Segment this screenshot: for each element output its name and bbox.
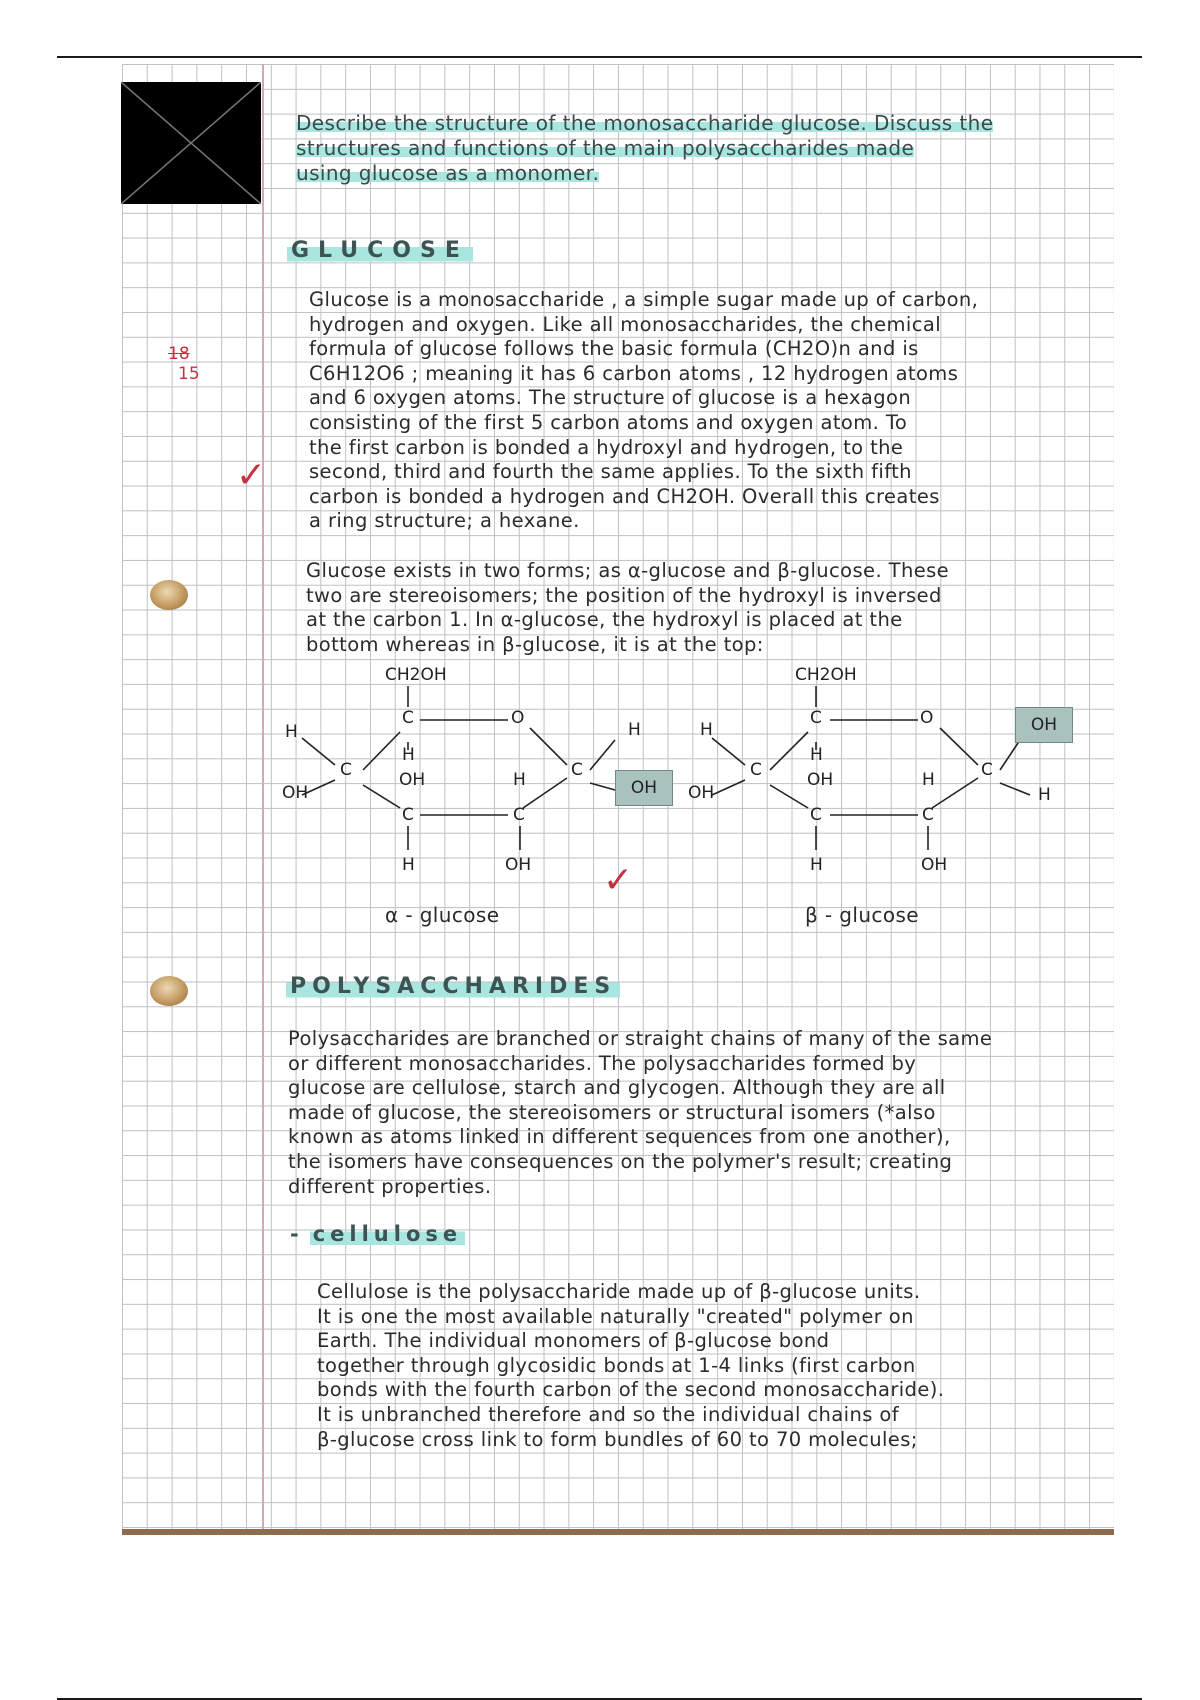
beta-h5: H: [810, 745, 823, 765]
beta-ch2oh: CH2OH: [795, 665, 857, 685]
text-line: bottom whereas in β-glucose, it is at the top:: [306, 632, 764, 656]
text-line: It is one the most available naturally "created" polymer on: [317, 1304, 914, 1328]
text-line: second, third and fourth the same applies. To the sixth fifth: [309, 460, 912, 484]
cellulose-paragraph: [317, 1280, 1097, 1452]
question-line: structures and functions of the main polysaccharides made: [296, 136, 915, 160]
beta-oh1-highlight: OH: [1015, 707, 1073, 743]
question-line: using glucose as a monomer.: [296, 161, 600, 185]
text-line: the isomers have consequences on the polymer's result; creating: [288, 1149, 953, 1173]
text-line: known as atoms linked in different sequences from one another),: [288, 1125, 951, 1149]
beta-oh2: OH: [921, 855, 948, 875]
beta-c4: C: [750, 760, 762, 780]
tick-mark: ✓: [603, 860, 634, 901]
beta-h-left: H: [700, 720, 713, 740]
alpha-h-left: H: [285, 722, 298, 742]
alpha-ring-o: O: [511, 708, 525, 728]
text-line: or different monosaccharides. The polysaccharides formed by: [288, 1051, 917, 1075]
text-line: carbon is bonded a hydrogen and CH2OH. Overall this creates: [309, 484, 940, 508]
cellulose-dash: -: [290, 1222, 304, 1246]
text-line: the first carbon is bonded a hydroxyl and hydrogen, to the: [309, 435, 904, 459]
text-line: different properties.: [288, 1174, 492, 1198]
beta-c2: C: [922, 805, 934, 825]
beta-oh-left: OH: [688, 783, 715, 803]
alpha-h3: H: [402, 855, 415, 875]
beta-c5: C: [810, 708, 822, 728]
alpha-h2: H: [513, 770, 526, 790]
text-line: and 6 oxygen atoms. The structure of glucose is a hexagon: [309, 386, 912, 410]
text-line: Glucose is a monosaccharide , a simple sugar made up of carbon,: [309, 288, 979, 311]
alpha-ch2oh: CH2OH: [385, 665, 447, 685]
beta-c1: C: [981, 760, 993, 780]
text-line: glucose are cellulose, starch and glycogen. Although they are all: [288, 1076, 946, 1100]
text-line: β-glucose cross link to form bundles of 60 to 70 molecules;: [317, 1427, 918, 1451]
text-line: Cellulose is the polysaccharide made up of β-glucose units.: [317, 1280, 921, 1303]
beta-h3: H: [810, 855, 823, 875]
text-line: hydrogen and oxygen. Like all monosaccharides, the chemical: [309, 312, 942, 336]
alpha-h1: H: [628, 720, 641, 740]
text-line: a ring structure; a hexane.: [309, 509, 580, 533]
text-line: bonds with the fourth carbon of the second monosaccharide).: [317, 1378, 945, 1402]
text-line: formula of glucose follows the basic formula (CH2O)n and is: [309, 337, 919, 361]
text-line: Glucose exists in two forms; as α-glucose and β-glucose. These: [306, 559, 950, 582]
question-line: Describe the structure of the monosaccharide glucose. Discuss the: [296, 111, 994, 135]
text-line: It is unbranched therefore and so the individual chains of: [317, 1402, 899, 1426]
beta-oh3: OH: [807, 770, 834, 790]
beta-h2: H: [922, 770, 935, 790]
text-line: C6H12O6 ; meaning it has 6 carbon atoms , 12 hydrogen atoms: [309, 361, 959, 385]
alpha-oh2: OH: [505, 855, 532, 875]
tick-mark: ✓: [236, 455, 267, 496]
polysaccharides-paragraph: [288, 1027, 1088, 1199]
alpha-oh1-highlight: OH: [615, 770, 673, 806]
alpha-oh-left: OH: [282, 783, 309, 803]
text-line: made of glucose, the stereoisomers or structural isomers (*also: [288, 1100, 936, 1124]
score-bottom: 15: [178, 364, 200, 384]
beta-caption: β - glucose: [805, 903, 919, 927]
beta-ring-o: O: [920, 708, 934, 728]
alpha-h5: H: [402, 745, 415, 765]
alpha-caption: α - glucose: [385, 903, 500, 927]
text-line: Earth. The individual monomers of β-glucose bond: [317, 1329, 830, 1353]
alpha-c3: C: [402, 805, 414, 825]
alpha-c5: C: [402, 708, 414, 728]
beta-c3: C: [810, 805, 822, 825]
alpha-oh3: OH: [399, 770, 426, 790]
cellulose-heading: - cellulose: [290, 1222, 465, 1246]
polysaccharides-heading: POLYSACCHARIDES: [286, 974, 620, 999]
text-line: two are stereoisomers; the position of the hydroxyl is inversed: [306, 583, 942, 607]
beta-h1: H: [1038, 785, 1051, 805]
score-top: 18: [168, 344, 190, 364]
alpha-c2: C: [513, 805, 525, 825]
alpha-c4: C: [340, 760, 352, 780]
text-line: at the carbon 1. In α-glucose, the hydroxyl is placed at the: [306, 608, 903, 632]
text-line: Polysaccharides are branched or straight chains of many of the same: [288, 1027, 993, 1050]
glucose-heading: GLUCOSE: [287, 238, 473, 263]
alpha-c1: C: [571, 760, 583, 780]
text-line: consisting of the first 5 carbon atoms and oxygen atom. To: [309, 410, 908, 434]
text-line: together through glycosidic bonds at 1-4 links (first carbon: [317, 1353, 916, 1377]
